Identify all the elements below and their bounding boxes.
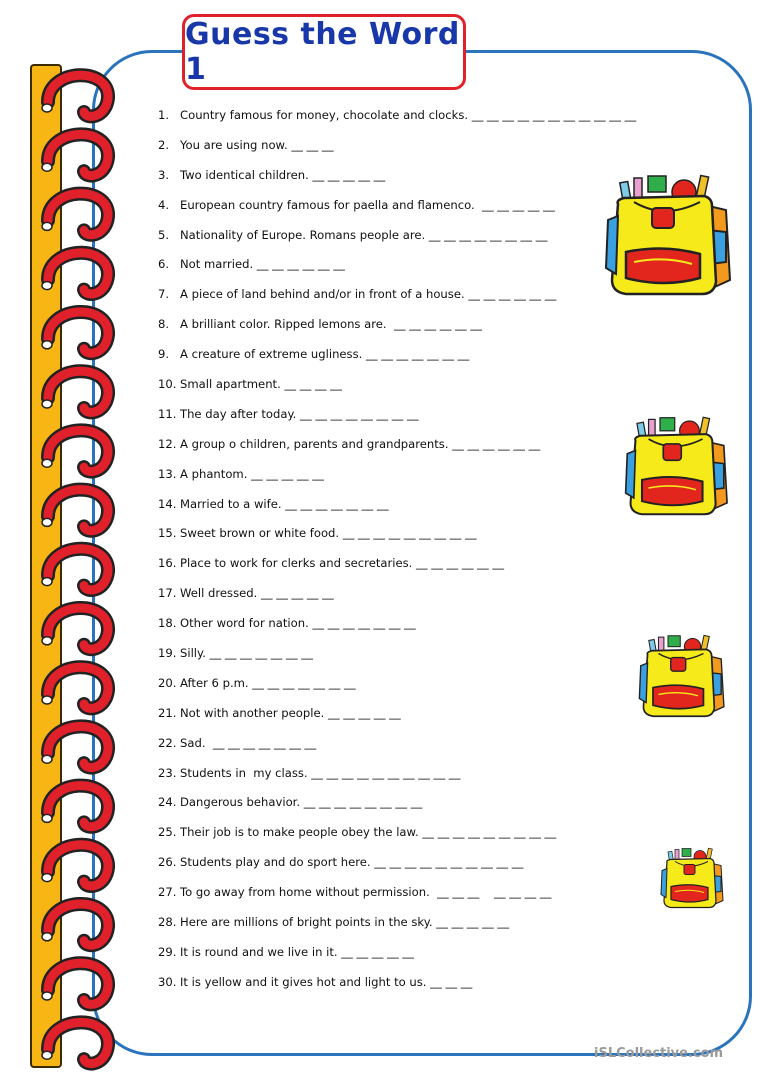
question-text: Place to work for clerks and secretaries. __ __ __ __ __ __: [180, 556, 504, 571]
question-number: 19.: [158, 645, 177, 660]
question-item: [158, 967, 636, 997]
question-number: 23.: [158, 765, 177, 780]
question-text: Married to a wife. __ __ __ __ __ __ __: [180, 496, 389, 511]
question-text: Students in my class. __ __ __ __ __ __ __ __ __ __: [180, 765, 461, 780]
question-number: 5.: [158, 227, 170, 242]
spiral-ring: [42, 312, 108, 353]
spiral-ring: [42, 549, 108, 590]
question-item: [158, 309, 636, 339]
question-text: Not married. __ __ __ __ __ __: [180, 257, 345, 272]
spiral-ring: [42, 134, 108, 175]
question-item: [158, 249, 636, 279]
question-item: [158, 847, 636, 877]
question-item: [158, 459, 636, 489]
spiral-ring: [42, 371, 108, 412]
question-number: 11.: [158, 406, 177, 421]
spiral-ring: [42, 667, 108, 708]
question-number: 7.: [158, 287, 170, 302]
question-text: The day after today. __ __ __ __ __ __ __ __: [180, 406, 419, 421]
question-text: It is yellow and it gives hot and light to us. __ __ __: [180, 974, 473, 989]
question-text: Silly. __ __ __ __ __ __ __: [180, 645, 313, 660]
question-number: 27.: [158, 885, 177, 900]
question-item: [158, 817, 636, 847]
backpack-image-4: [660, 840, 726, 916]
question-number: 13.: [158, 466, 177, 481]
question-text: Dangerous behavior. __ __ __ __ __ __ __ __: [180, 795, 423, 810]
question-item: [158, 548, 636, 578]
spiral-ring: [42, 608, 108, 649]
question-text: A brilliant color. Ripped lemons are. __ __ __ __ __ __: [180, 317, 482, 332]
question-number: 3.: [158, 167, 170, 182]
spiral-ring: [42, 75, 108, 116]
question-text: Sad. __ __ __ __ __ __ __: [180, 735, 317, 750]
title-box: [182, 14, 466, 90]
spiral-rings: [0, 0, 130, 1084]
spiral-ring: [42, 194, 108, 235]
backpack-image-2: [624, 408, 732, 524]
question-list: [158, 100, 636, 997]
question-text: Country famous for money, chocolate and clocks. __ __ __ __ __ __ __ __ __ __ __: [180, 107, 637, 122]
question-item: [158, 190, 636, 220]
question-number: 15.: [158, 526, 177, 541]
question-number: 12.: [158, 436, 177, 451]
question-text: It is round and we live in it. __ __ __ __ __: [180, 944, 414, 959]
page-title: Guess the Word 1: [185, 17, 460, 87]
question-number: 14.: [158, 496, 177, 511]
question-item: [158, 489, 636, 519]
question-item: [158, 369, 636, 399]
question-number: 17.: [158, 586, 177, 601]
spiral-ring: [42, 430, 108, 471]
question-text: European country famous for paella and flamenco. __ __ __ __ __: [180, 197, 555, 212]
question-text: Two identical children. __ __ __ __ __: [180, 167, 386, 182]
question-item: [158, 578, 636, 608]
question-text: Not with another people. __ __ __ __ __: [180, 705, 401, 720]
backpack-image-1: [604, 170, 736, 300]
question-item: [158, 100, 636, 130]
question-item: [158, 339, 636, 369]
question-text: Here are millions of bright points in the sky. __ __ __ __ __: [180, 914, 509, 929]
question-item: [158, 638, 636, 668]
question-item: [158, 130, 636, 160]
question-number: 24.: [158, 795, 177, 810]
question-item: [158, 220, 636, 250]
question-text: Their job is to make people obey the law. __ __ __ __ __ __ __ __ __: [180, 825, 557, 840]
question-text: A group o children, parents and grandparents. __ __ __ __ __ __: [180, 436, 541, 451]
question-text: A piece of land behind and/or in front of a house. __ __ __ __ __ __: [180, 287, 557, 302]
question-number: 28.: [158, 914, 177, 929]
question-item: [158, 937, 636, 967]
spiral-ring: [42, 490, 108, 531]
question-text: Sweet brown or white food. __ __ __ __ __ __ __ __ __: [180, 526, 477, 541]
question-item: [158, 758, 636, 788]
question-number: 10.: [158, 376, 177, 391]
question-text: You are using now. __ __ __: [180, 137, 334, 152]
question-number: 8.: [158, 317, 170, 332]
spiral-ring: [42, 253, 108, 294]
question-number: 2.: [158, 137, 170, 152]
spiral-ring: [42, 726, 108, 767]
question-item: [158, 160, 636, 190]
question-number: 4.: [158, 197, 170, 212]
question-item: [158, 698, 636, 728]
question-number: 18.: [158, 616, 177, 631]
question-item: [158, 907, 636, 937]
question-text: Other word for nation. __ __ __ __ __ __ __: [180, 616, 416, 631]
question-text: Small apartment. __ __ __ __: [180, 376, 342, 391]
question-item: [158, 877, 636, 907]
question-item: [158, 608, 636, 638]
question-item: [158, 728, 636, 758]
question-item: [158, 518, 636, 548]
spiral-ring: [42, 904, 108, 945]
question-number: 30.: [158, 974, 177, 989]
question-number: 9.: [158, 347, 170, 362]
question-number: 21.: [158, 705, 177, 720]
question-number: 1.: [158, 107, 170, 122]
question-text: A creature of extreme ugliness. __ __ __ __ __ __ __: [180, 347, 470, 362]
question-item: [158, 399, 636, 429]
question-number: 20.: [158, 675, 177, 690]
question-item: [158, 279, 636, 309]
question-number: 6.: [158, 257, 170, 272]
question-number: 25.: [158, 825, 177, 840]
backpack-image-3: [638, 628, 728, 724]
question-text: After 6 p.m. __ __ __ __ __ __ __: [180, 675, 356, 690]
spiral-ring: [42, 963, 108, 1004]
question-number: 26.: [158, 855, 177, 870]
question-item: [158, 668, 636, 698]
question-text: To go away from home without permission. __ __ __ __ __ __ __: [180, 885, 552, 900]
question-item: [158, 787, 636, 817]
question-text: A phantom. __ __ __ __ __: [180, 466, 324, 481]
spiral-ring: [42, 845, 108, 886]
spiral-ring: [42, 786, 108, 827]
question-text: Students play and do sport here. __ __ __ __ __ __ __ __ __ __: [180, 855, 524, 870]
question-text: Nationality of Europe. Romans people are. __ __ __ __ __ __ __ __: [180, 227, 548, 242]
question-number: 22.: [158, 735, 177, 750]
question-item: [158, 429, 636, 459]
question-text: Well dressed. __ __ __ __ __: [180, 586, 334, 601]
question-number: 29.: [158, 944, 177, 959]
watermark: iSLCollective.com: [594, 1046, 724, 1061]
question-number: 16.: [158, 556, 177, 571]
spiral-ring: [42, 1022, 108, 1063]
